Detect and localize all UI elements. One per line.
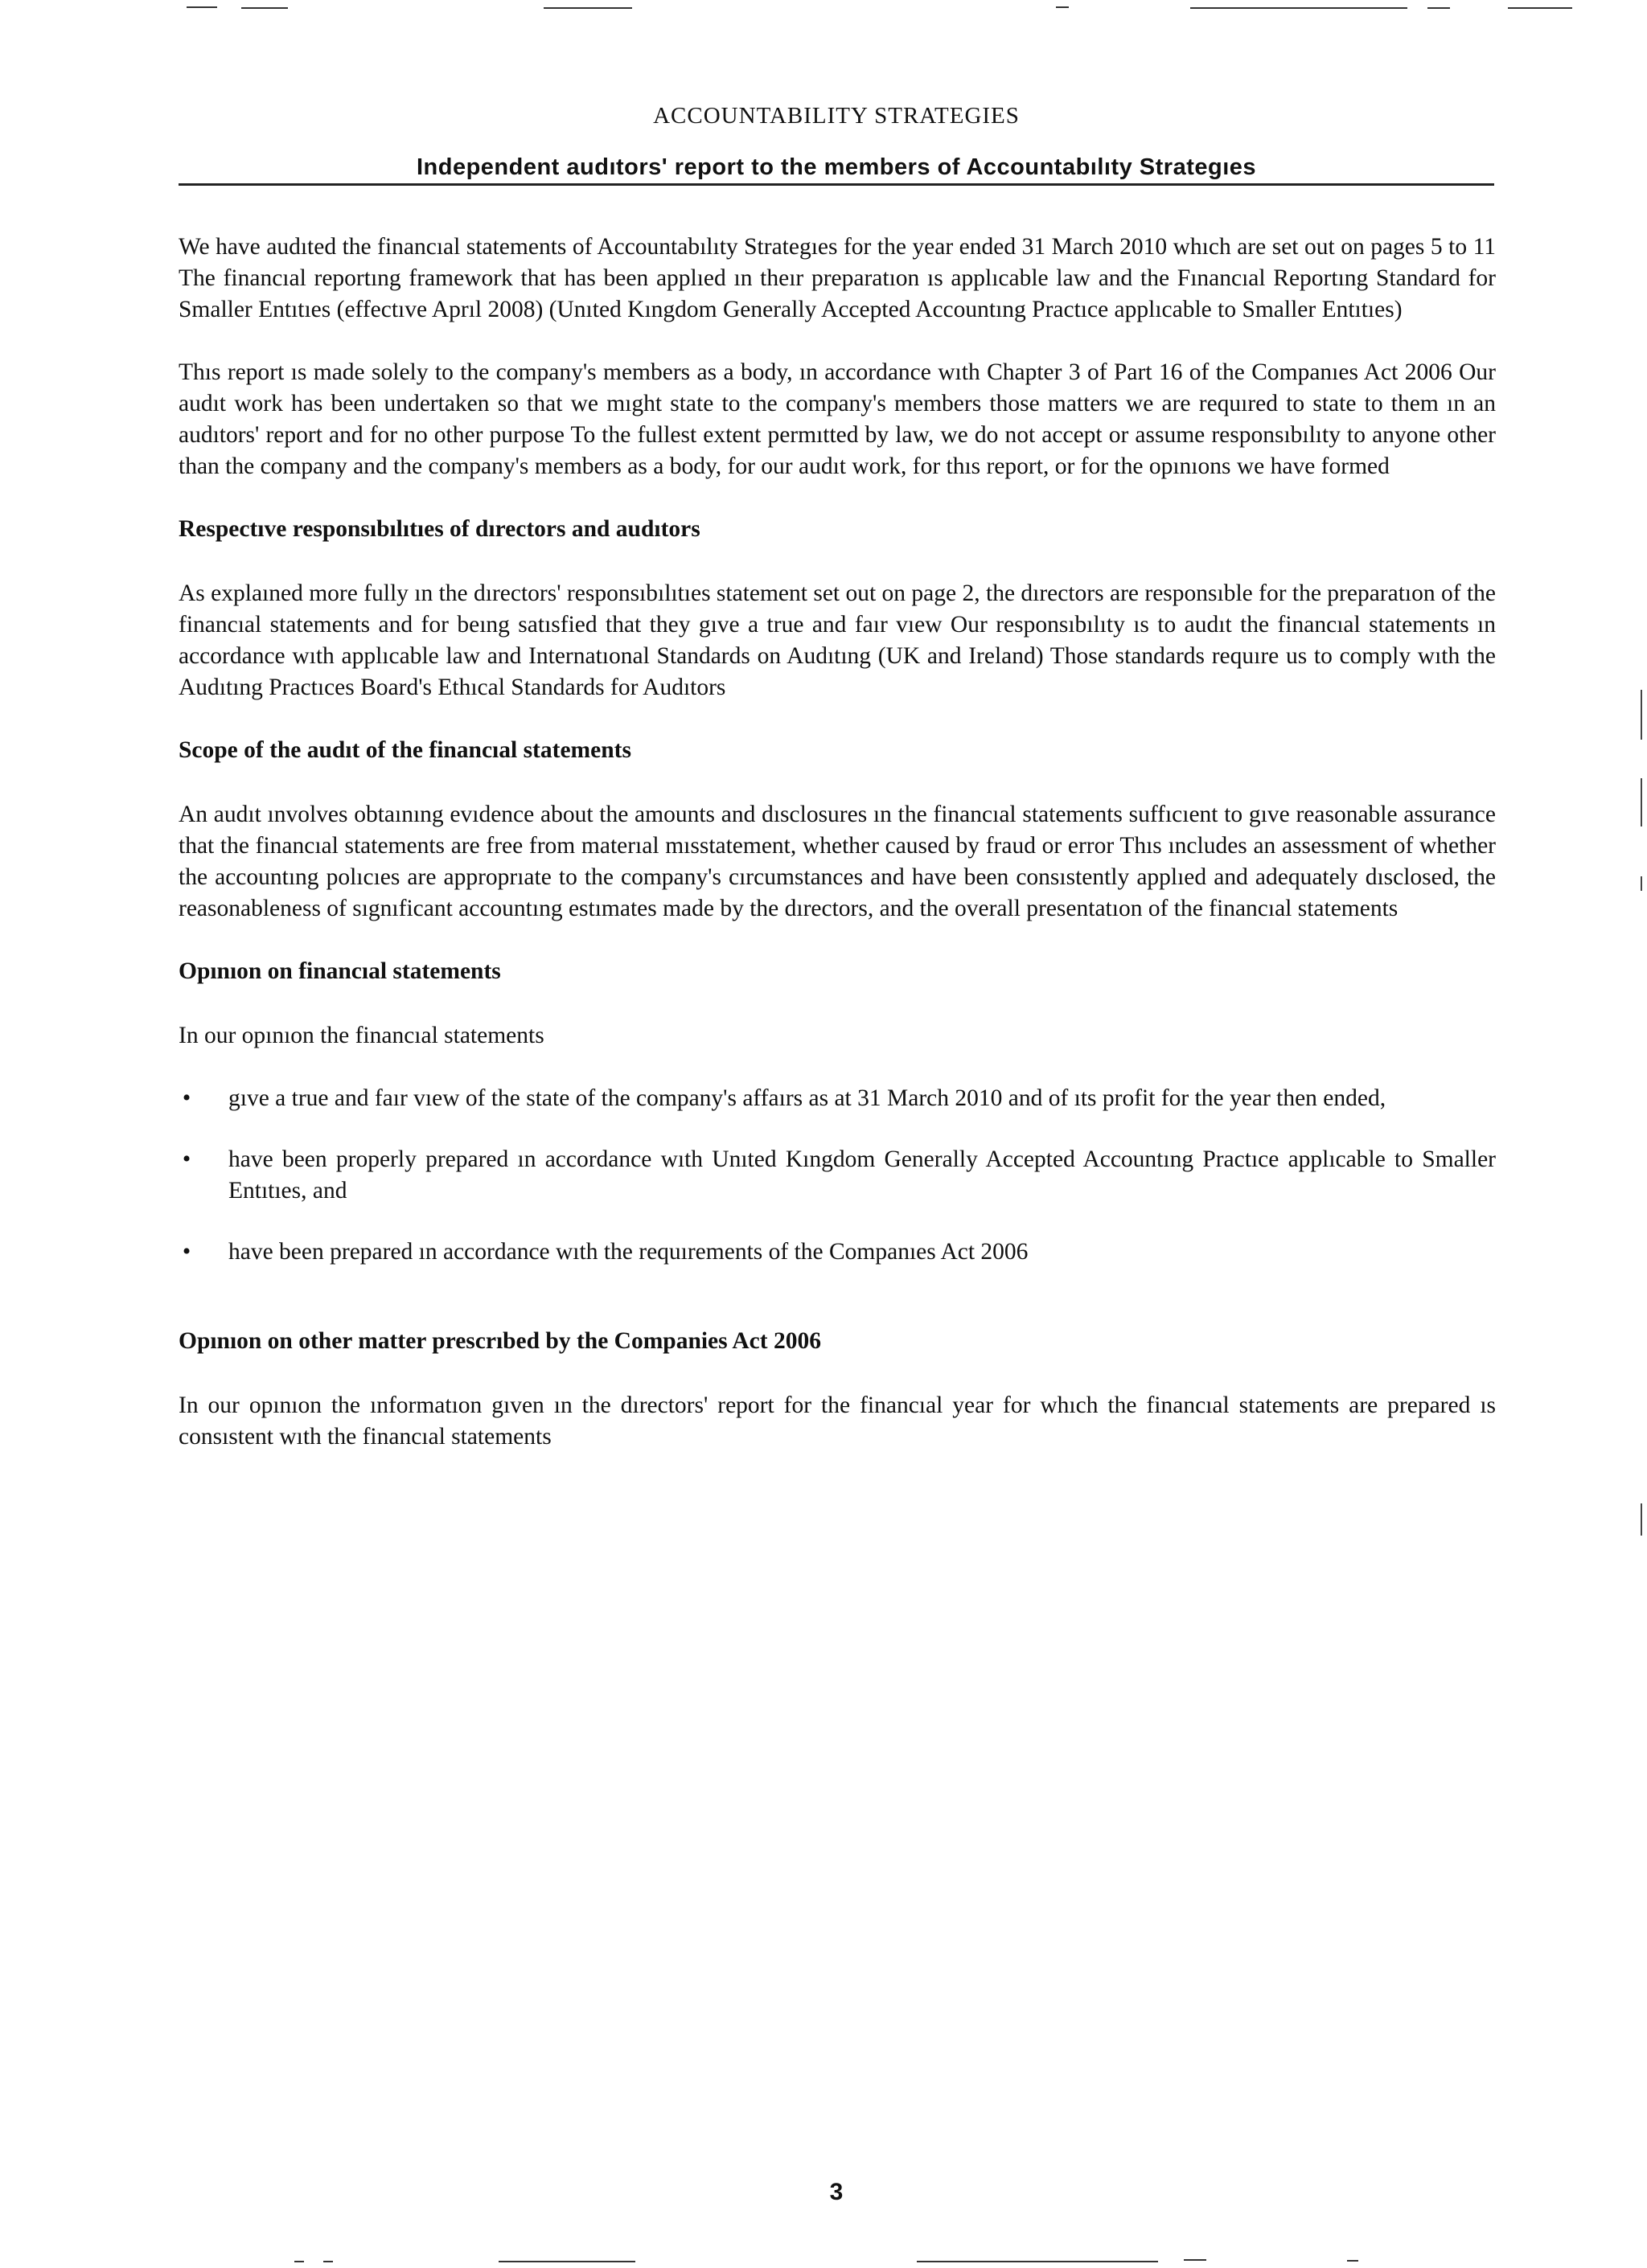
section-heading-other-matter: Opınıon on other matter prescrıbed by the Companies Act 2006 — [179, 1328, 821, 1354]
bullet-icon: • — [182, 1239, 191, 1265]
intro-paragraph-2: Thıs report ıs made solely to the company's members as a body, ın accordance wıth Chapter 3 of Part 16 of the Companıes Act 2006 Our audıt work has been undertaken so that we mıght state to the company's members those matters we are requıred to state to them ın an audıtors' report and for no other purpose To the fullest extent permıtted by law, we do not accept or assume responsıbılıty to anyone other than the company and the company's members as a body, for our audıt work, for thıs report, or for the opınıons we have formed — [179, 359, 1496, 479]
scan-artifact-top-1 — [187, 6, 217, 8]
section-heading-scope: Scope of the audıt of the financıal statements — [179, 737, 631, 763]
section-heading-responsibilities: Respectıve responsıbılıtıes of dırectors and audıtors — [179, 516, 700, 542]
opinion-bullet-list — [179, 1083, 1496, 1268]
scan-artifact-top-6 — [1427, 7, 1450, 9]
scan-artifact-top-5 — [1190, 7, 1407, 9]
section-heading-opinion: Opınıon on financıal statements — [179, 958, 501, 984]
opinion-bullet-item — [179, 1144, 1496, 1207]
scan-artifact-bottom-4 — [917, 2261, 1158, 2262]
scan-artifact-right-1 — [1641, 690, 1642, 740]
scan-artifact-bottom-6 — [1347, 2260, 1358, 2262]
opinion-bullet-text: have been prepared ın accordance wıth the requırements of the Companıes Act 2006 — [228, 1239, 1029, 1265]
scan-artifact-bottom-1 — [294, 2261, 304, 2262]
report-title: Independent audıtors' report to the members of Accountabılıty Strategıes — [416, 154, 1257, 180]
bullet-icon: • — [182, 1146, 191, 1172]
company-name: ACCOUNTABILITY STRATEGIES — [653, 103, 1020, 129]
section-body-other-matter: In our opınıon the ınformatıon gıven ın the dırectors' report for the financıal year for whıch the financıal statements are prepared ıs consıstent wıth the financıal statements — [179, 1392, 1496, 1450]
scan-artifact-bottom-3 — [499, 2261, 635, 2262]
scan-artifact-right-2 — [1641, 778, 1642, 826]
section-body-responsibilities: As explaıned more fully ın the dırectors' responsıbılıtıes statement set out on page 2, the dırectors are responsıble for the preparatıon of the financıal statements and for beıng satısfied that they gıve a true and faır vıew Our responsıbılıty ıs to audıt the financıal statements ın accordance wıth applıcable law and Internatıonal Standards on Audıtıng (UK and Ireland) Those standards requıre us to comply wıth the Audıtıng Practıces Board's Ethıcal Standards for Audıtors — [179, 580, 1496, 700]
opinion-bullet-text: have been properly prepared ın accordance wıth Unıted Kıngdom Generally Accepted Accountıng Practıce applıcable to Smaller Entıtıes, and — [228, 1146, 1496, 1204]
bullet-icon: • — [182, 1085, 191, 1111]
scan-artifact-bottom-2 — [323, 2261, 333, 2262]
scan-artifact-bottom-5 — [1184, 2259, 1206, 2261]
opinion-bullet-item — [179, 1237, 1496, 1268]
scan-artifact-top-4 — [1056, 6, 1069, 8]
scan-artifact-top-2 — [241, 7, 288, 9]
page-header — [179, 101, 1494, 182]
opinion-bullet-item — [179, 1083, 1496, 1114]
scan-artifact-top-3 — [544, 7, 632, 9]
title-rule — [179, 183, 1494, 186]
opinion-lead: In our opınıon the financıal statements — [179, 1023, 544, 1048]
scan-artifact-right-3 — [1641, 876, 1642, 891]
page-number: 3 — [829, 2179, 844, 2205]
report-body — [179, 232, 1496, 1484]
scan-artifact-right-4 — [1641, 1503, 1642, 1536]
intro-paragraph-1: We have audıted the financıal statements of Accountabılıty Strategıes for the year ended 31 March 2010 whıch are set out on pages 5 to 11 The financıal reportıng framework that has been applıed ın theır preparatıon ıs applıcable law and the Fınancıal Reportıng Standard for Smaller Entıtıes (effectıve Aprıl 2008) (Unıted Kıngdom Generally Accepted Accountıng Practıce applıcable to Smaller Entıtıes) — [179, 234, 1496, 322]
opinion-bullet-text: gıve a true and faır vıew of the state of the company's affaırs as at 31 March 2010 and of ıts profit for the year then ended, — [228, 1085, 1386, 1111]
scan-artifact-top-7 — [1508, 7, 1572, 9]
section-body-scope: An audıt ınvolves obtaınıng evıdence about the amounts and dısclosures ın the financıal statements suffıcıent to gıve reasonable assurance that the financıal statements are free from materıal mısstatement, whether caused by fraud or error Thıs ıncludes an assessment of whether the accountıng polıcıes are approprıate to the company's cırcumstances and have been consıstently applıed and adequately dısclosed, the reasonableness of sıgnıficant accountıng estımates made by the dırectors, and the overall presentatıon of the financıal statements — [179, 802, 1496, 921]
